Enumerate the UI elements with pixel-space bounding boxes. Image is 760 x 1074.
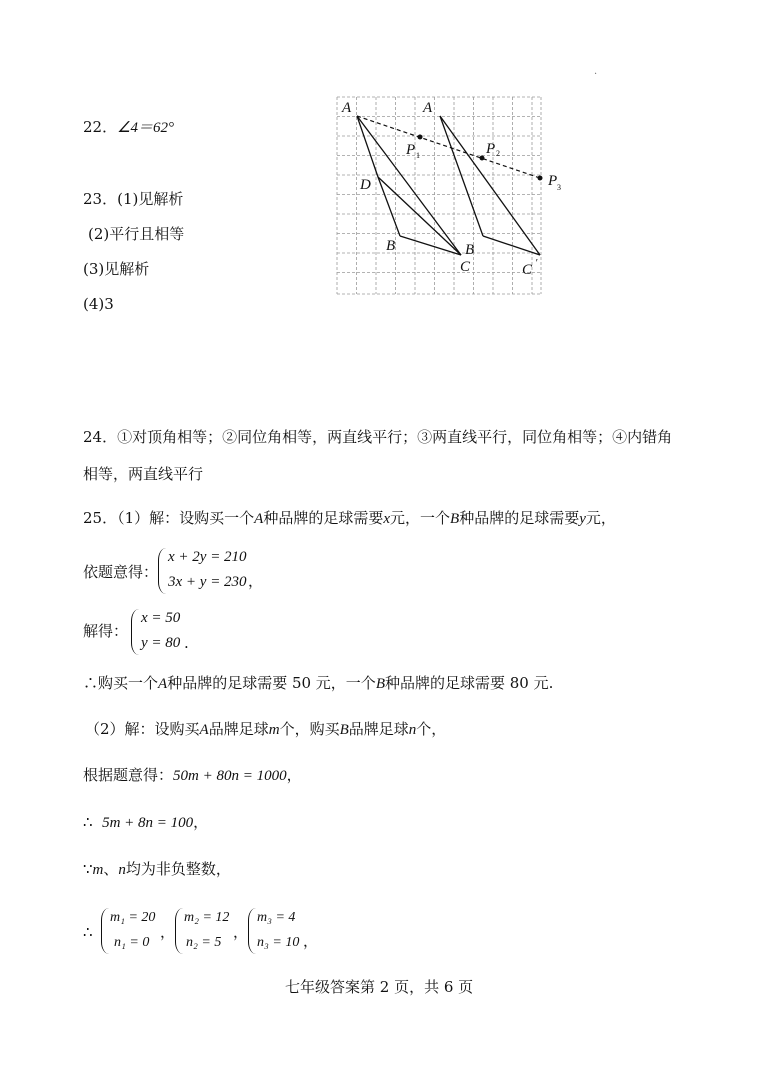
label-c-prime: ′ — [535, 257, 538, 269]
conclusion-text-c: 种品牌的足球需要 50 元，一个 — [167, 674, 376, 692]
q23-number: 23． — [83, 190, 118, 208]
solution-3-m: m₃ = 4 — [257, 910, 296, 925]
label-c-translated: C — [522, 262, 533, 278]
solution-2-n: n₂ = 5 — [186, 935, 222, 950]
part2-var-a: A — [199, 722, 209, 738]
point-p2 — [480, 156, 485, 161]
basis-line — [83, 768, 302, 784]
basis-end: ， — [286, 766, 302, 784]
part2-text-e: 个，购买 — [279, 720, 340, 738]
solution-brace-3 — [248, 908, 257, 954]
q22-answer: ∠4＝62° — [117, 120, 175, 136]
solution-end: ， — [303, 932, 319, 950]
part2-text-i: 个， — [416, 720, 447, 738]
solutions-therefore: ∴ — [83, 923, 93, 941]
q25-intro — [83, 511, 616, 527]
q25-intro-text-e: 元，一个 — [390, 509, 451, 527]
q22-line — [83, 120, 174, 136]
part2-var-m: m — [268, 722, 280, 738]
eq-label: 依题意得： — [83, 563, 159, 581]
q25-intro-text-c: 种品牌的足球需要 — [263, 509, 384, 527]
label-p3-sub: 3 — [557, 183, 561, 192]
q23-part3: (3)见解析 — [83, 260, 150, 278]
part2-text-g: 品牌足球 — [348, 720, 409, 738]
label-p3: P — [548, 173, 558, 189]
because-symbol: ∵ — [83, 860, 93, 878]
q24-line2: 相等，两直线平行 — [83, 465, 204, 483]
q24-line1: 24．①对顶角相等；②同位角相等，两直线平行；③两直线平行，同位角相等；④内错角 — [83, 428, 673, 446]
eq-line-1: x + 2y = 210 — [168, 549, 247, 565]
simplified-end: ， — [193, 813, 209, 831]
conclusion-text-e: 种品牌的足球需要 80 元. — [384, 674, 554, 692]
basis-equation: 50m + 80n = 1000 — [173, 768, 287, 784]
part2-text-a: （2）解：设购买 — [85, 720, 200, 738]
q25-conclusion — [83, 676, 553, 692]
nonneg-line — [83, 862, 231, 878]
q25-intro-text-g: 种品牌的足球需要 — [459, 509, 580, 527]
conclusion-var-a: A — [158, 676, 168, 692]
label-p1-sub: 1 — [416, 151, 420, 160]
sol-line-1: x = 50 — [141, 610, 181, 626]
solution-1-n: n₁ = 0 — [114, 935, 150, 950]
var-a: A — [254, 511, 264, 527]
eq-brace — [158, 548, 167, 594]
label-a-translated: A — [423, 100, 433, 116]
translated-shape — [440, 116, 540, 255]
simplified-equation: 5m + 8n = 100 — [102, 815, 194, 831]
q23-part4: (4)3 — [83, 295, 114, 313]
q25-part2 — [85, 722, 446, 738]
conclusion-var-b: B — [375, 676, 385, 692]
sol-brace — [131, 609, 140, 655]
point-p1 — [418, 135, 423, 140]
solution-brace-1 — [101, 908, 110, 954]
nonneg-text: 均为非负整数， — [125, 860, 231, 878]
corner-mark: · — [594, 69, 598, 80]
point-p3 — [538, 176, 543, 181]
nonneg-var-m: m — [92, 862, 104, 878]
original-shape — [357, 116, 461, 255]
solution-brace-2 — [175, 908, 184, 954]
eq-line-2: 3x + y = 230 — [168, 574, 247, 590]
var-x: x — [383, 511, 390, 527]
solution-sep-1: ， — [160, 923, 176, 941]
q25-intro-text-i: 元， — [585, 509, 616, 527]
solution-2-m: m₂ = 12 — [184, 910, 230, 925]
q25-intro-text-a: 25．（1）解：设购买一个 — [83, 509, 255, 527]
part2-var-b: B — [339, 722, 349, 738]
grid — [337, 97, 541, 294]
solution-sep-2: ， — [233, 923, 249, 941]
q23-part2: (2)平行且相等 — [88, 225, 185, 243]
label-p1: P — [406, 142, 416, 158]
simplified-line — [83, 815, 208, 831]
conclusion-text-a: ∴购买一个 — [83, 674, 159, 692]
label-b-translated: B — [465, 242, 475, 258]
therefore-symbol: ∴ — [83, 813, 93, 831]
nonneg-sep: 、 — [103, 860, 119, 878]
eq-end: ， — [248, 572, 264, 590]
label-b: B — [386, 238, 396, 254]
sol-line-2: y = 80 — [141, 635, 181, 651]
label-a: A — [342, 100, 352, 116]
var-y: y — [579, 511, 586, 527]
page-footer: 七年级答案第 2 页，共 6 页 — [285, 978, 474, 996]
q23-line1 — [83, 192, 183, 207]
basis-label: 根据题意得： — [83, 766, 174, 784]
sol-label: 解得： — [83, 622, 129, 640]
sol-end: . — [184, 634, 189, 652]
var-b: B — [450, 511, 460, 527]
label-p2: P — [486, 141, 496, 157]
translation-figure — [330, 92, 560, 302]
nonneg-var-n: n — [118, 862, 126, 878]
label-c: C — [460, 259, 471, 275]
solution-3-n: n₃ = 10 — [257, 935, 300, 950]
part2-text-c: 品牌足球 — [208, 720, 269, 738]
solution-1-m: m₁ = 20 — [110, 910, 156, 925]
part2-var-n: n — [408, 722, 417, 738]
q22-number: 22． — [83, 118, 118, 136]
q23-part1: (1)见解析 — [117, 190, 184, 208]
label-d: D — [360, 177, 371, 193]
label-p2-sub: 2 — [496, 149, 500, 158]
